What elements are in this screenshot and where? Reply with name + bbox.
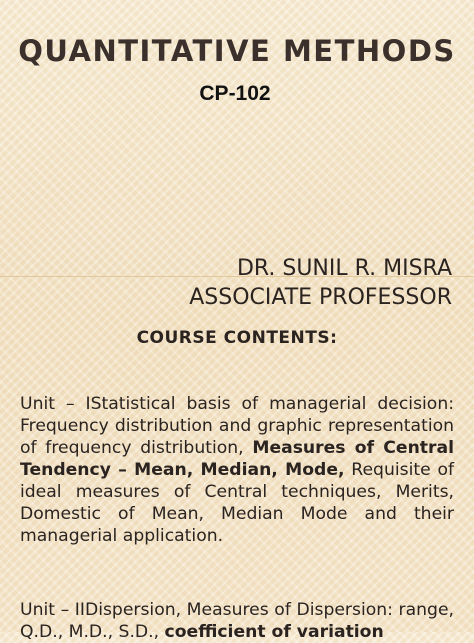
course-code: CP-102 (199, 82, 271, 105)
unit-1-bold-text: Measures of Central Tendency – Mean, Median, Mode, (20, 438, 454, 480)
unit-1-text-b: Requisite of ideal measures of Central techniques, Merits, Domestic of Mean, Median Mode and their managerial application. (20, 460, 455, 546)
unit-2-text-a: Dispersion, Measures of Dispersion: range, Q.D., M.D., S.D., (20, 600, 454, 642)
author-name: DR. SUNIL R. MISRA (236, 256, 452, 281)
presentation-title: QUANTITATIVE METHODS (18, 34, 456, 68)
unit-2-paragraph (20, 599, 454, 643)
course-contents-heading: COURSE CONTENTS: (136, 328, 338, 348)
author-block (189, 254, 452, 312)
unit-2-bold-text: coefficient of variation (164, 622, 384, 642)
unit-1-paragraph (20, 393, 454, 547)
unit-2-label: Unit – II (20, 600, 85, 620)
content-slide (0, 328, 474, 642)
author-role: ASSOCIATE PROFESSOR (189, 285, 452, 310)
unit-1-label: Unit – I (20, 394, 91, 414)
unit-1-text-a: Statistical basis of managerial decision: Frequency distribution and graphic representation of frequency distribution, (20, 394, 454, 458)
